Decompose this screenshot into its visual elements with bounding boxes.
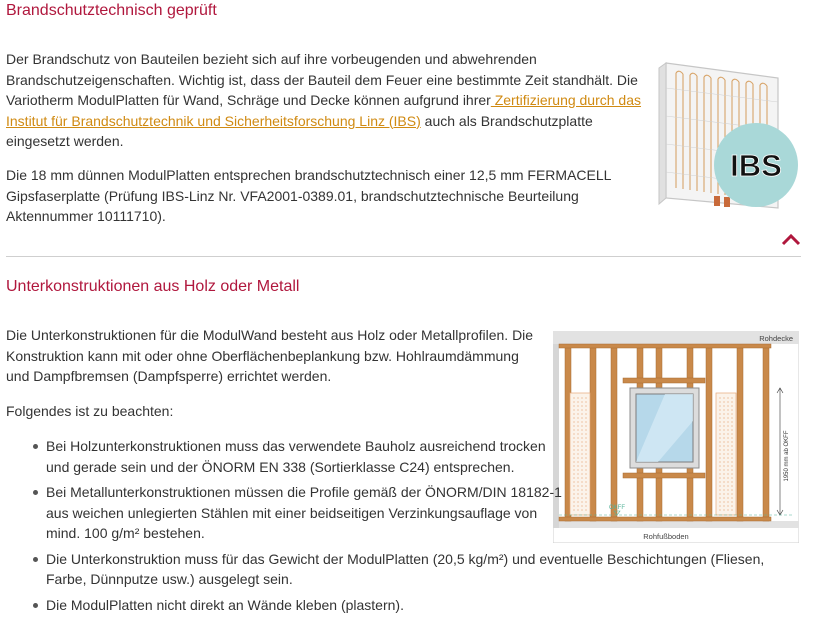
ibs-certification-link[interactable]: Zertifizierung durch das Institut für Brandschutztechnik und Sicherheitsforschung Linz (IBS)	[6, 92, 642, 129]
requirements-list	[0, 436, 800, 620]
ibs-badge-text: IBS	[730, 148, 782, 183]
paragraph-text-end: auch als Brandschutzplatte eingesetzt werden.	[6, 112, 593, 149]
scroll-to-top-chevron-icon[interactable]	[780, 232, 802, 248]
substructure-paragraph: Die Unterkonstruktionen für die ModulWand besteht aus Holz oder Metallprofilen. Die Konstruktion kann mit oder ohne Oberflächenbeplankung bzw. Hohlraumdämmung und Dampfbremsen (Dampfsperre) errichtet werden.	[6, 327, 534, 384]
pipe-connector	[714, 196, 720, 206]
modul-panel-image	[656, 58, 801, 213]
fire-protection-paragraph	[6, 49, 646, 152]
section-divider	[6, 256, 801, 257]
okff-label: OKFF	[609, 505, 625, 511]
height-dimension-label: 1950 mm ab OKFF	[784, 430, 790, 482]
pipe-connector	[724, 197, 730, 207]
list-item: Bei Holzunterkonstruktionen muss das verwendete Bauholz ausreichend trocken und gerade sein und der ÖNORM EN 338 (Sortierklasse C24) entsprechen.	[0, 436, 566, 477]
section-title-substructure: Unterkonstruktionen aus Holz oder Metall	[6, 278, 300, 295]
list-item: Die Unterkonstruktion muss für das Gewicht der ModulPlatten (20,5 kg/m²) und eventuelle Beschichtungen (Fliesen, Farbe, Dünnputze usw.) ausgelegt sein.	[0, 549, 786, 590]
paragraph-text: Der Brandschutz von Bauteilen bezieht sich auf ihre vorbeugenden und abwehrenden Brandschutzeigenschaften. Wichtig ist, dass der Bauteil dem Feuer eine bestimmte Zeit standhält. Die Variotherm ModulPlatten für Wand, Schräge und Decke können aufgrund ihrer	[6, 51, 638, 108]
fermacell-paragraph: Die 18 mm dünnen ModulPlatten entsprechen brandschutztechnisch einer 12,5 mm FERMACELL Gipsfaserplatte (Prüfung IBS-Linz Nr. VFA2001-0389.01, brandschutztechnische Beurteilung Aktennummer 10111710).	[6, 167, 611, 224]
list-item: Die ModulPlatten nicht direkt an Wände kleben (plastern).	[0, 595, 786, 616]
notes-intro: Folgendes ist zu beachten:	[6, 403, 174, 419]
ceiling-label: Rohdecke	[759, 334, 793, 343]
list-item: Bei Metallunterkonstruktionen müssen die Profile gemäß der ÖNORM/DIN 18182-1 aus weichen unlegierten Stählen mit einer beidseitigen Verzinkungsauflage von mind. 100 g/m² bestehen.	[0, 482, 566, 544]
floor-label: Rohfußboden	[643, 532, 689, 541]
section-title-fire-protection: Brandschutztechnisch geprüft	[6, 2, 217, 19]
